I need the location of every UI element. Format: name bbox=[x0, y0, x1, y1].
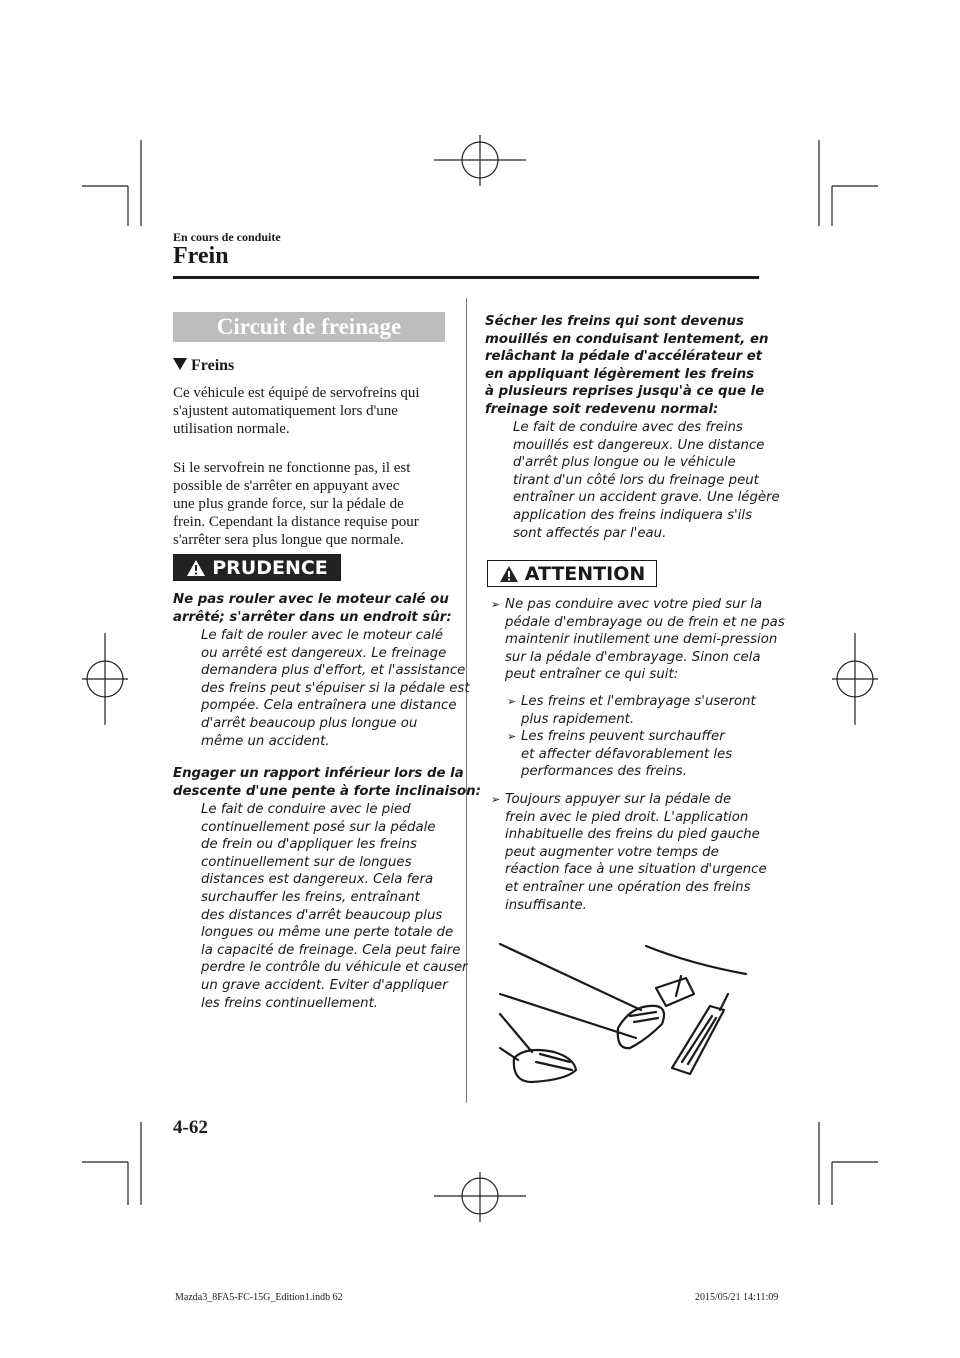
header-divider bbox=[173, 276, 759, 279]
attention-bullet-2: ➢ Toujours appuyer sur la pédale de frein avec le pied droit. L'application inhabituelle des freins du pied gauche peut augmenter votre temps de réaction face à une situation d'urgence et entraîner une opération des freins insuffisante. bbox=[491, 792, 767, 913]
item2-heading: Engager un rapport inférieur lors de la descente d'une pente à forte inclinaison: bbox=[173, 766, 481, 799]
page-number: 4-62 bbox=[173, 1117, 208, 1138]
section-banner: Circuit de freinage bbox=[173, 312, 445, 342]
page-title: Frein bbox=[173, 243, 229, 269]
item3-text: Le fait de conduire avec des freins mouillés est dangereux. Une distance d'arrêt plus longue ou le véhicule tirant d'un côté lors du freinage peut entraîner un accident grave. Une légère application des freins indiquera s'ils sont affectés par l'eau. bbox=[513, 420, 780, 541]
warning-triangle-icon bbox=[499, 565, 519, 583]
footer-file-name: Mazda3_8FA5-FC-15G_Edition1.indb 62 bbox=[175, 1292, 343, 1303]
pedal-illustration bbox=[496, 936, 750, 1096]
subheading-freins bbox=[173, 357, 234, 375]
attention-label-box bbox=[487, 560, 657, 587]
paragraph-servofreins: Ce véhicule est équipé de servofreins qui s'ajustent automatiquement lors d'une utilisation normale. bbox=[173, 385, 420, 437]
attention-sub-bullet-2: ➢ Les freins peuvent surchauffer et affecter défavorablement les performances des freins. bbox=[507, 729, 733, 780]
bullet-arrow-icon: ➢ bbox=[507, 730, 517, 743]
triangle-down-icon bbox=[173, 358, 187, 370]
prudence-label: PRUDENCE bbox=[212, 556, 328, 579]
attention-bullet-1: ➢ Ne pas conduire avec votre pied sur la pédale d'embrayage ou de frein et ne pas maintenir inutilement une demi-pression sur la pédale d'embrayage. Sinon cela peut entraîner ce qui suit: bbox=[491, 597, 785, 683]
bullet-arrow-icon: ➢ bbox=[491, 598, 501, 611]
attention-sub-bullet-1: ➢ Les freins et l'embrayage s'useront plus rapidement. bbox=[507, 694, 756, 727]
item1-heading: Ne pas rouler avec le moteur calé ou arrêté; s'arrêter dans un endroit sûr: bbox=[173, 592, 452, 625]
section-label: En cours de conduite bbox=[173, 230, 281, 244]
prudence-label-box bbox=[173, 554, 341, 581]
footer-timestamp: 2015/05/21 14:11:09 bbox=[695, 1292, 779, 1303]
item2-text: Le fait de conduire avec le pied continuellement posé sur la pédale de frein ou d'appliquer les freins continuellement sur de longues distances est dangereux. Cela fera surchauffer les freins, entraînant des distances d'arrêt beaucoup plus longues ou même une perte totale de la capacité de freinage. Cela peut faire perdre le contrôle du véhicule et causer un grave accident. Eviter d'appliquer les freins continuellement. bbox=[201, 802, 468, 1011]
item1-text: Le fait de rouler avec le moteur calé ou arrêté est dangereux. Le freinage demandera plus d'effort, et l'assistance des freins peut s'épuiser si la pédale est pompée. Cela entraînera une distance d'arrêt beaucoup plus longue ou même un accident. bbox=[201, 628, 470, 749]
paragraph-servofrein-defaillance: Si le servofrein ne fonctionne pas, il est possible de s'arrêter en appuyant avec une plus grande force, sur la pédale de frein. Cependant la distance requise pour s'arrêter sera plus longue que normale. bbox=[173, 460, 419, 548]
subheading-text: Freins bbox=[191, 357, 235, 374]
warning-triangle-icon bbox=[186, 559, 206, 577]
bullet-arrow-icon: ➢ bbox=[507, 695, 517, 708]
attention-label: ATTENTION bbox=[524, 562, 646, 585]
item3-heading: Sécher les freins qui sont devenus mouillés en conduisant lentement, en relâchant la pédale d'accélérateur et en appliquant légèrement les freins à plusieurs reprises jusqu'à ce que le freinage soit redevenu normal: bbox=[485, 314, 769, 417]
bullet-arrow-icon: ➢ bbox=[491, 793, 501, 806]
